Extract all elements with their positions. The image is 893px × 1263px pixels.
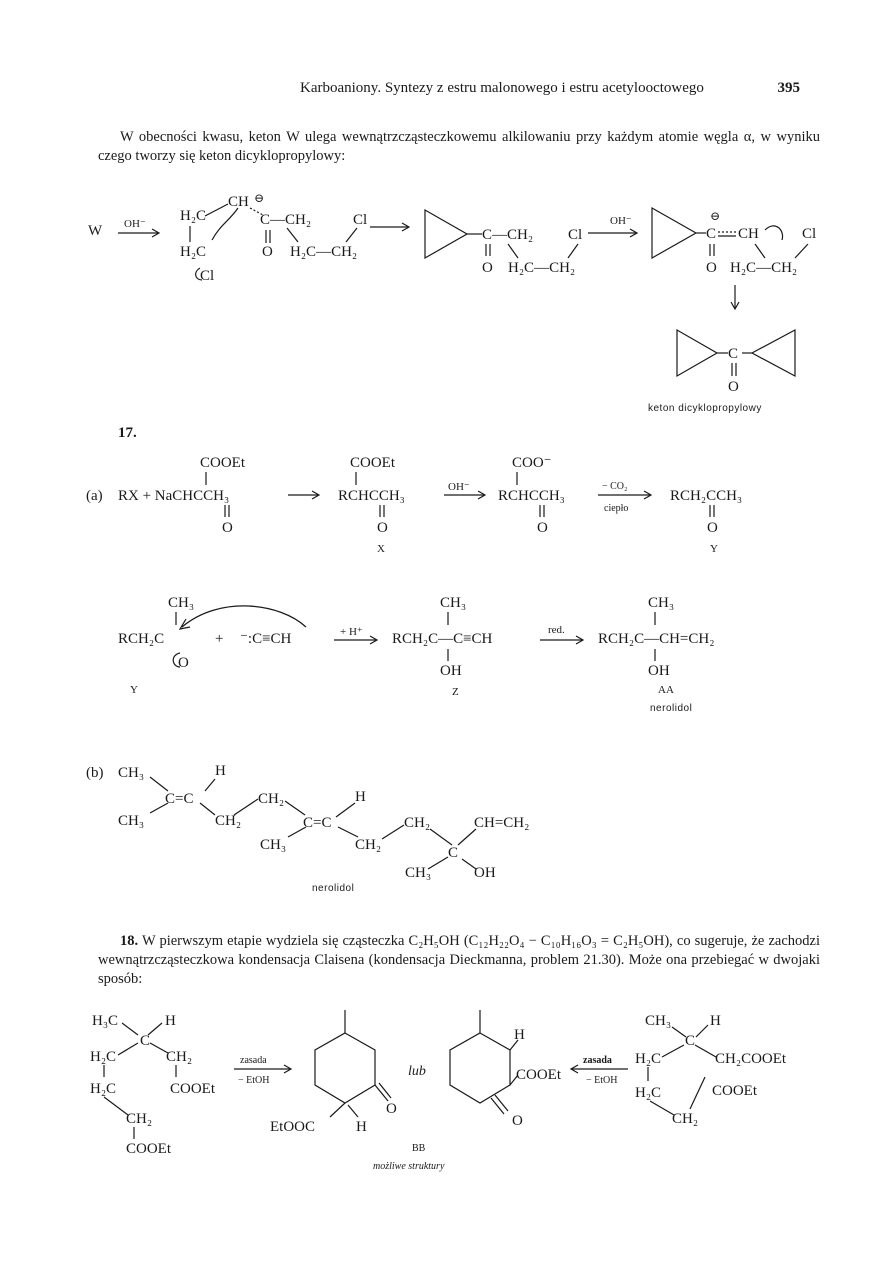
svg-text:H₂C: H₂C: [90, 1081, 117, 1097]
svg-text:CH₂: CH₂: [215, 813, 242, 829]
reagent-etoh-1: − EtOH: [238, 1075, 270, 1086]
svg-text:H: H: [356, 1119, 367, 1135]
svg-text:CH₃: CH₃: [440, 595, 467, 611]
svg-text:H: H: [355, 789, 366, 805]
svg-text:RCH₂C—C≡CH: RCH₂C—C≡CH: [392, 631, 493, 647]
svg-text:RCHCCH₃: RCHCCH₃: [338, 488, 405, 504]
svg-text:Cl: Cl: [802, 226, 817, 242]
problem-18-number: 18.: [120, 933, 139, 949]
svg-text:H: H: [710, 1013, 721, 1029]
svg-text:RCH₂CCH₃: RCH₂CCH₃: [670, 488, 743, 504]
label-y2: Y: [130, 684, 138, 696]
svg-text:COOEt: COOEt: [200, 455, 245, 471]
word-or: lub: [408, 1064, 426, 1079]
problem-18-text: W pierwszym etapie wydziela się cząsteczka C₂H₅OH (C₁₂H₂₂O₄ − C₁₀H₁₆O₃ = C₂H₅OH), co sugeruje, że zachodzi wewnątrzcząsteczkowa kondensacja Claisena (kondensacja Dieckmanna, problem 21.30). Może ona przebiegać w dwojaki sposób:: [98, 933, 820, 987]
reagent-etoh-2: − EtOH: [586, 1075, 618, 1086]
svg-text:O: O: [537, 520, 548, 536]
svg-text:H₂C: H₂C: [635, 1051, 662, 1067]
svg-text:RCHCCH₃: RCHCCH₃: [498, 488, 565, 504]
svg-text:Cl: Cl: [353, 212, 368, 228]
svg-text:O: O: [222, 520, 233, 536]
svg-text:C: C: [448, 845, 459, 861]
label-x: X: [377, 543, 385, 555]
svg-text:CH₃: CH₃: [168, 595, 195, 611]
svg-text:Cl: Cl: [568, 227, 583, 243]
reagent-hplus: + H⁺: [340, 626, 363, 638]
reagent-co2: − CO₂: [602, 481, 628, 492]
reagent-base-1: zasada: [240, 1055, 267, 1066]
svg-text:O: O: [386, 1101, 397, 1117]
problem-17-number: 17.: [118, 425, 137, 441]
label-z: Z: [452, 686, 459, 698]
svg-text:CH₂: CH₂: [404, 815, 431, 831]
svg-text:C: C: [685, 1033, 696, 1049]
reagent-oh-1: OH⁻: [124, 218, 146, 230]
svg-text:C=C: C=C: [165, 791, 194, 807]
svg-text:CH₂: CH₂: [166, 1049, 193, 1065]
header-title: Karboaniony. Syntezy z estru malonowego i estru acetylooctowego: [300, 80, 704, 96]
svg-text:COOEt: COOEt: [350, 455, 395, 471]
svg-text:CH₂: CH₂: [126, 1111, 153, 1127]
svg-text:COOEt: COOEt: [712, 1083, 757, 1099]
svg-text:C—CH₂: C—CH₂: [482, 227, 534, 243]
svg-text:CH: CH: [738, 226, 759, 242]
reagent-oh: OH⁻: [448, 481, 470, 493]
part-a-label: (a): [86, 488, 103, 504]
svg-text:O: O: [262, 244, 273, 260]
label-bb: BB: [412, 1143, 426, 1154]
svg-text:H₂C: H₂C: [90, 1049, 117, 1065]
reagent-oh-2: OH⁻: [610, 215, 632, 227]
svg-text:CH₂: CH₂: [672, 1111, 699, 1127]
problem-18-paragraph: [98, 932, 820, 989]
svg-text:COOEt: COOEt: [170, 1081, 215, 1097]
svg-text:H₂C—CH₂: H₂C—CH₂: [290, 244, 358, 260]
label-w: W: [88, 223, 103, 239]
svg-text:CH₃: CH₃: [260, 837, 287, 853]
svg-text:RCH₂C: RCH₂C: [118, 631, 165, 647]
svg-text:O: O: [706, 260, 717, 276]
svg-text:CH₃: CH₃: [118, 813, 145, 829]
svg-text:CH₂: CH₂: [258, 791, 285, 807]
caption-dicyclopropyl: keton dicyklopropylowy: [648, 403, 762, 414]
scheme-18-dieckmann: [0, 1005, 893, 1180]
svg-text:H₂C—CH₂: H₂C—CH₂: [508, 260, 576, 276]
svg-text:CH₃: CH₃: [645, 1013, 672, 1029]
svg-text:OH: OH: [648, 663, 670, 679]
svg-text:COOEt: COOEt: [516, 1067, 561, 1083]
page-number: 395: [777, 80, 800, 96]
svg-text:H₂C—CH₂: H₂C—CH₂: [730, 260, 798, 276]
scheme-17b-nerolidol: [0, 755, 893, 895]
svg-text:C: C: [140, 1033, 151, 1049]
svg-text:⊖: ⊖: [710, 209, 721, 223]
svg-text:EtOOC: EtOOC: [270, 1119, 315, 1135]
svg-text:Cl: Cl: [200, 268, 215, 284]
caption-nerolidol-a: nerolidol: [650, 703, 693, 714]
svg-text:CH=CH₂: CH=CH₂: [474, 815, 530, 831]
svg-text:H₂C: H₂C: [635, 1085, 662, 1101]
svg-text:C: C: [728, 346, 739, 362]
reactant-rx: RX + NaCHCCH₃: [118, 488, 230, 504]
caption-possible-structures: możliwe struktury: [373, 1161, 445, 1172]
svg-text:CH₂: CH₂: [355, 837, 382, 853]
svg-text:⊖: ⊖: [254, 191, 265, 205]
svg-text:H: H: [165, 1013, 176, 1029]
caption-nerolidol-b: nerolidol: [312, 883, 355, 894]
svg-text:RCH₂C—CH=CH₂: RCH₂C—CH=CH₂: [598, 631, 715, 647]
svg-text:C=C: C=C: [303, 815, 332, 831]
label-aa: AA: [658, 684, 674, 696]
reagent-red: red.: [548, 624, 565, 636]
svg-text:C—CH₂: C—CH₂: [260, 212, 312, 228]
svg-text:C: C: [706, 226, 717, 242]
svg-text:+: +: [215, 631, 224, 647]
svg-text:O: O: [707, 520, 718, 536]
svg-text:H₂C: H₂C: [180, 244, 207, 260]
intro-paragraph: W obecności kwasu, keton W ulega wewnątrzcząsteczkowemu alkilowaniu przy każdym atomie węgla α, w wyniku czego tworzy się keton dicyklopropylowy:: [98, 129, 820, 164]
svg-text:H₃C: H₃C: [92, 1013, 119, 1029]
label-y: Y: [710, 543, 718, 555]
reagent-base-2: zasada: [583, 1055, 612, 1066]
svg-text:O: O: [178, 655, 189, 671]
svg-text:O: O: [728, 379, 739, 395]
svg-text:COOEt: COOEt: [126, 1141, 171, 1157]
svg-text:H: H: [514, 1027, 525, 1043]
svg-text:COO⁻: COO⁻: [512, 455, 552, 471]
svg-text:CH: CH: [228, 194, 249, 210]
svg-text:CH₃: CH₃: [405, 865, 432, 881]
svg-text:OH: OH: [440, 663, 462, 679]
svg-text:H: H: [215, 763, 226, 779]
svg-text:CH₃: CH₃: [648, 595, 675, 611]
svg-text:⁻:C≡CH: ⁻:C≡CH: [240, 631, 292, 647]
svg-text:CH₃: CH₃: [118, 765, 145, 781]
svg-text:CH₂COOEt: CH₂COOEt: [715, 1051, 787, 1067]
svg-text:O: O: [377, 520, 388, 536]
svg-text:OH: OH: [474, 865, 496, 881]
part-b-label: (b): [86, 765, 104, 781]
svg-text:O: O: [512, 1113, 523, 1129]
svg-text:O: O: [482, 260, 493, 276]
svg-text:H₂C: H₂C: [180, 208, 207, 224]
scheme-dicyclopropyl: [0, 180, 893, 420]
scheme-17a: [0, 445, 893, 765]
reagent-heat: ciepło: [604, 503, 629, 514]
